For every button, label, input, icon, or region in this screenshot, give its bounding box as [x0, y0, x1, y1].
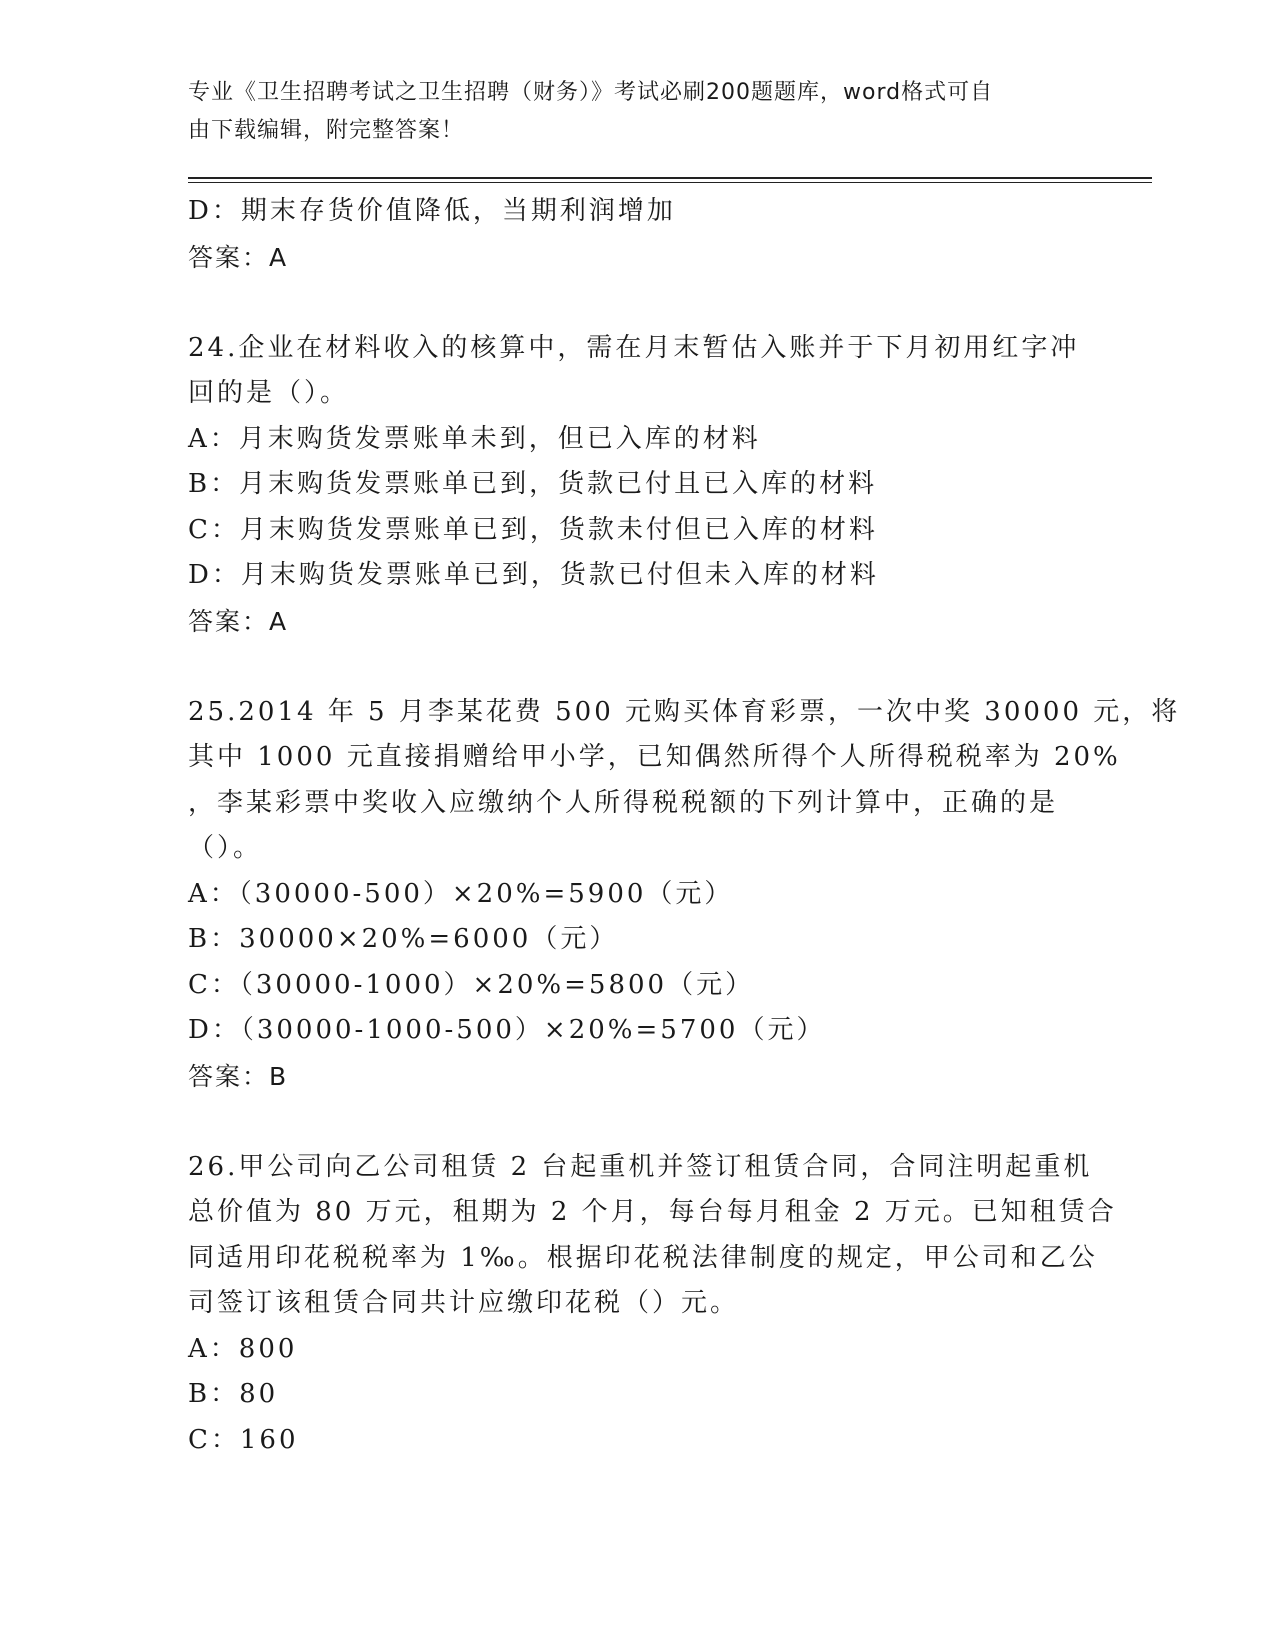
- option-d: D：期末存货价值降低，当期利润增加: [188, 196, 676, 226]
- document-header: [188, 74, 1088, 150]
- question-stem-line: 24.企业在材料收入的核算中，需在月末暂估入账并于下月初用红字冲: [188, 332, 1080, 363]
- question-24: [188, 326, 1088, 645]
- spacer: [188, 1099, 1088, 1145]
- answer-line: 答案：B: [188, 1061, 289, 1091]
- option-d: D：月末购货发票账单已到，货款已付但未入库的材料: [188, 560, 879, 590]
- question-stem-line: 司签订该租赁合同共计应缴印花税（）元。: [188, 1288, 740, 1318]
- question-stem-line: 同适用印花税税率为 1‰。根据印花税法律制度的规定，甲公司和乙公: [188, 1242, 1098, 1273]
- question-stem-line: ，李某彩票中奖收入应缴纳个人所得税税额的下列计算中，正确的是: [188, 787, 1059, 818]
- question-list: [188, 189, 1181, 1463]
- question-26: [188, 1145, 1117, 1464]
- option-a: A：800: [188, 1333, 298, 1364]
- question-stem-line: 回的是（）。: [188, 378, 350, 408]
- header-divider-thin: [188, 182, 1152, 183]
- header-title-line-2: 由下载编辑，附完整答案！: [188, 118, 465, 143]
- header-title-line-1: 专业《卫生招聘考试之卫生招聘（财务）》考试必刷200题题库，word格式可自: [188, 80, 994, 105]
- option-b: B：月末购货发票账单已到，货款已付且已入库的材料: [188, 469, 878, 499]
- spacer: [188, 280, 1088, 326]
- question-stem-line: 25.2014 年 5 月李某花费 500 元购买体育彩票，一次中奖 30000 元，将: [188, 696, 1181, 727]
- option-c: C：160: [188, 1424, 299, 1455]
- answer-line: 答案：A: [188, 242, 289, 272]
- option-a: A：月末购货发票账单未到，但已入库的材料: [188, 423, 761, 454]
- option-a: A：（30000-500）×20%=5900（元）: [188, 878, 734, 909]
- answer-line: 答案：A: [188, 606, 289, 636]
- question-stem-line: 26.甲公司向乙公司租赁 2 台起重机并签订租赁合同，合同注明起重机: [188, 1151, 1093, 1182]
- question-stem-line: （）。: [188, 833, 263, 863]
- option-c: C：（30000-1000）×20%=5800（元）: [188, 969, 755, 1000]
- question-25: [188, 690, 1181, 1100]
- option-b: B：80: [188, 1379, 279, 1409]
- question-stem-line: 其中 1000 元直接捐赠给甲小学，已知偶然所得个人所得税税率为 20%: [188, 742, 1121, 772]
- option-d: D：（30000-1000-500）×20%=5700（元）: [188, 1015, 826, 1045]
- header-divider-thick: [188, 177, 1152, 179]
- option-b: B：30000×20%=6000（元）: [188, 924, 619, 954]
- option-c: C：月末购货发票账单已到，货款未付但已入库的材料: [188, 514, 878, 545]
- question-stem-line: 总价值为 80 万元，租期为 2 个月，每台每月租金 2 万元。已知租赁合: [188, 1197, 1117, 1227]
- spacer: [188, 644, 1088, 690]
